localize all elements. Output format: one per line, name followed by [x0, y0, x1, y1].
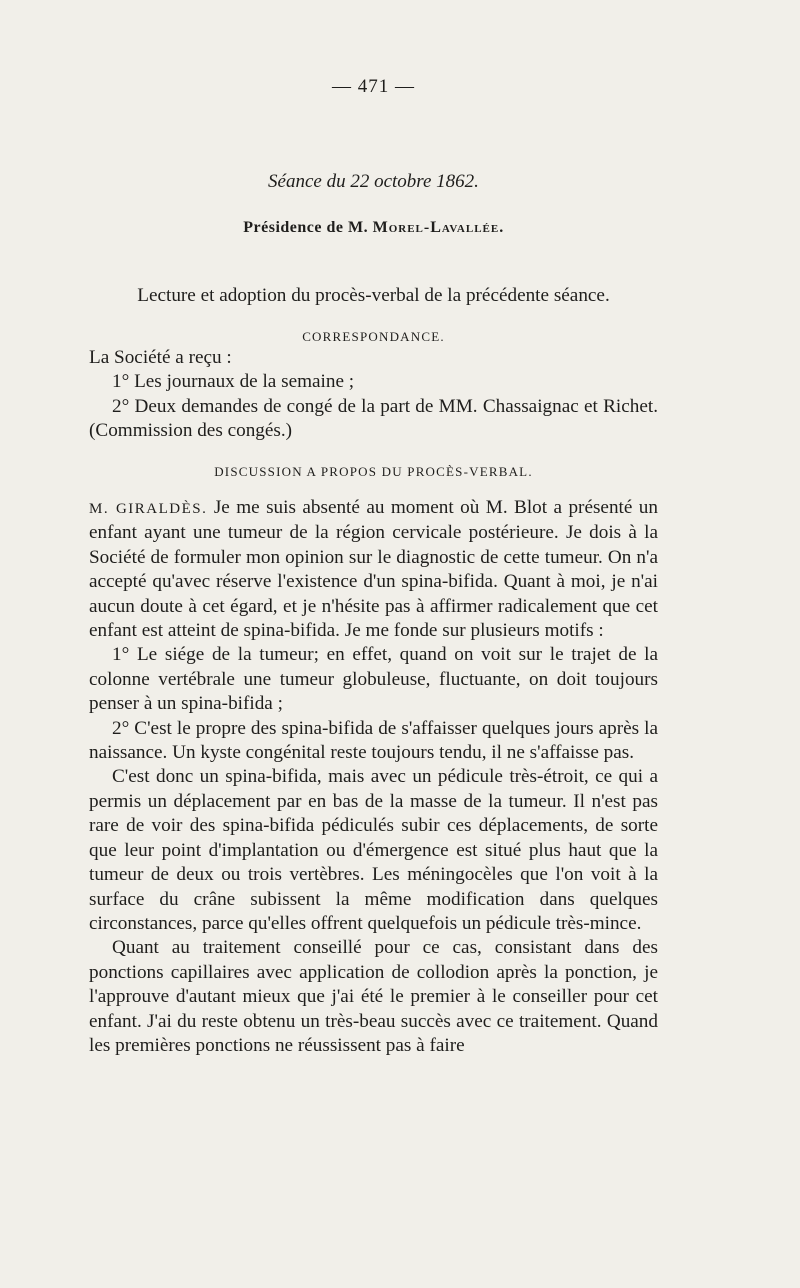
correspondance-section [89, 346, 658, 444]
discussion-heading: DISCUSSION A PROPOS DU PROCÈS-VERBAL. [214, 464, 533, 479]
discussion-paragraph: Quant au traitement conseillé pour ce cas, consistant dans des ponctions capillaires avec application de collodion après la ponction, je l'approuve d'autant mieux que j'ai été le premier à le conseiller pour cet enfant. J'ai du reste obtenu un très-beau succès avec ce traitement. Quand les premières ponctions ne réussissent pas à faire [89, 937, 658, 1056]
correspondance-intro: La Société a reçu : [89, 347, 232, 368]
lecture-line: Lecture et adoption du procès-verbal de la précédente séance. [137, 285, 610, 306]
president-name: Morel-Lavallée [372, 219, 500, 236]
correspondance-heading: CORRESPONDANCE. [302, 329, 445, 344]
seance-title: Séance du 22 octobre 1862. [268, 171, 479, 192]
page-number: — 471 — [332, 76, 415, 97]
presidence-line [89, 216, 658, 240]
correspondance-item: 2° Deux demandes de congé de la part de MM. Chassaignac et Richet. (Commission des congés.) [89, 395, 658, 442]
discussion-paragraph: 1° Le siége de la tumeur; en effet, quand on voit sur le trajet de la colonne vertébrale une tumeur globuleuse, fluctuante, on doit toujours penser à un spina-bifida ; [89, 644, 658, 715]
discussion-section [89, 496, 658, 1058]
speaker-text: Je me suis absenté au moment où M. Blot a présenté un enfant ayant une tumeur de la région cervicale postérieure. Je dois à la Société de formuler mon opinion sur le diagnostic de cette tumeur. On n'a accepté qu'avec réserve l'existence d'un spina-bifida. Quant à moi, je n'ai aucun doute à cet égard, et je n'hésite pas à affirmer radicalement que cet enfant est atteint de spina-bifida. Je me fonde sur plusieurs motifs : [89, 497, 658, 642]
discussion-paragraph [89, 496, 658, 643]
presidence-prefix: Présidence de M. [243, 219, 373, 236]
correspondance-item: 1° Les journaux de la semaine ; [112, 371, 355, 393]
discussion-paragraph: C'est donc un spina-bifida, mais avec un pédicule très-étroit, ce qui a permis un déplacement par en bas de la masse de la tumeur. Il n'est pas rare de voir des spina-bifida pédiculés subir ces déplacements, de sorte que leur point d'implantation ou d'émergence est situé plus haut que la tumeur de deux ou trois vertèbres. Les méningocèles que l'on voit à la surface du crâne subissent la même modification dans quelques circonstances, parce qu'elles offrent quelquefois un pédicule très-mince. [89, 766, 658, 934]
discussion-paragraph: 2° C'est le propre des spina-bifida de s'affaisser quelques jours après la naissance. Un kyste congénital reste toujours tendu, il ne s'affaisse pas. [89, 717, 658, 764]
speaker-name: M. GIRALDÈS. [89, 501, 208, 517]
presidence-suffix: . [499, 219, 504, 236]
